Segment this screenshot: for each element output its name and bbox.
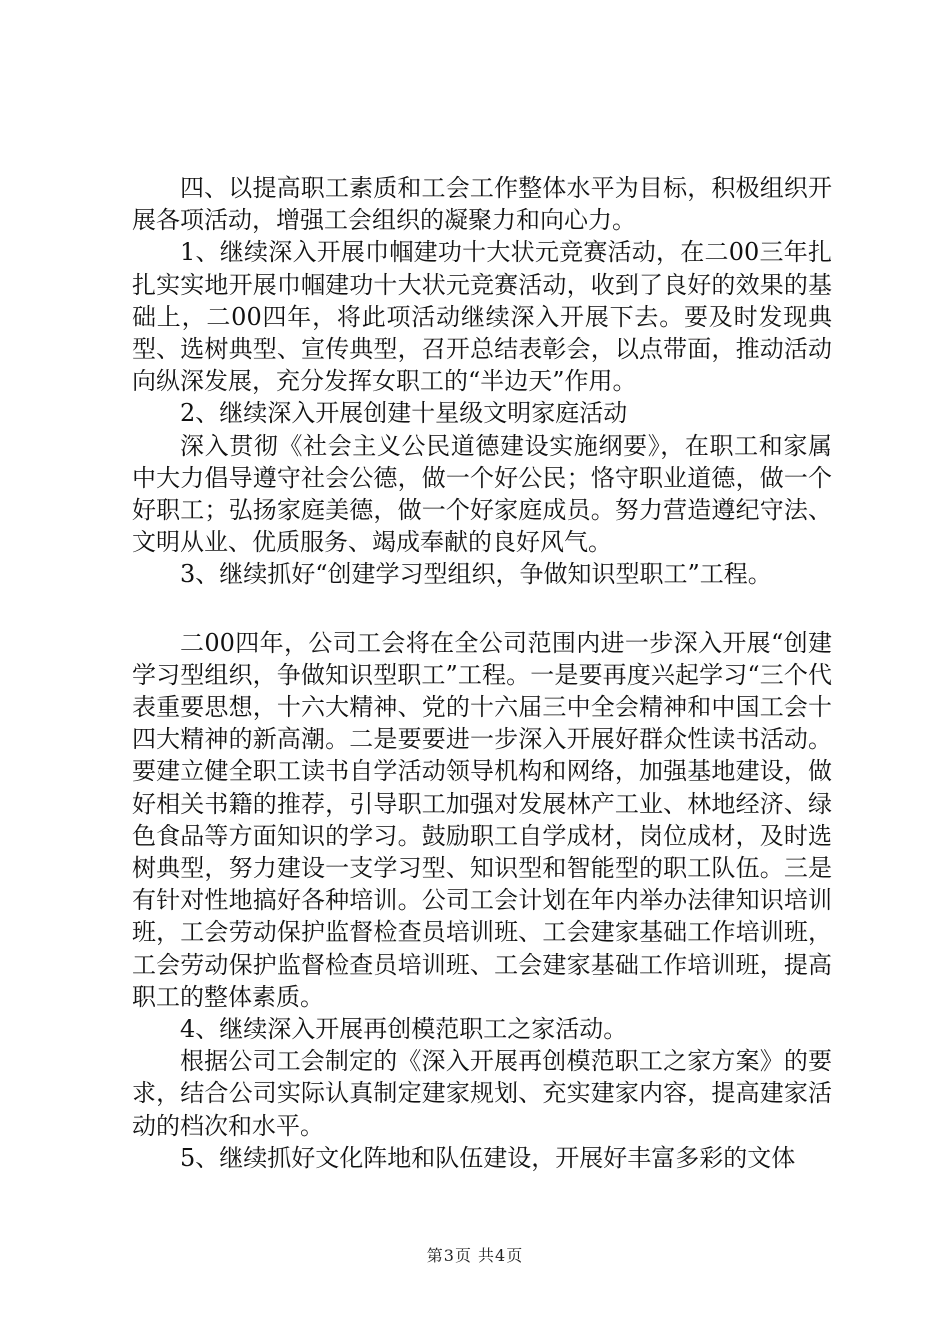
paragraph-item-4-heading: 4、继续深入开展再创模范职工之家活动。 (180, 1015, 628, 1044)
paragraph-item-5: 5、继续抓好文化阵地和队伍建设，开展好丰富多彩的文体 (180, 1143, 796, 1172)
section-heading-4: 四、以提高职工素质和工会工作整体水平为目标，积极组织开展各项活动，增强工会组织的凝聚力和向心力。 (132, 174, 832, 235)
page-number-footer: 第3页 共4页 (426, 1246, 524, 1265)
paragraph-item-3-body: 二00四年，公司工会将在全公司范围内进一步深入开展“创建学习型组织，争做知识型职工”工程。一是要再度兴起学习“三个代表重要思想，十六大精神、党的十六届三中全会精神和中国工会十四大精神的新高潮。二是要要进一步深入开展好群众性读书活动。要建立健全职工读书自学活动领导机构和网络，加强基地建设，做好相关书籍的推荐，引导职工加强对发展林产工业、林地经济、绿色食品等方面知识的学习。鼓励职工自学成材，岗位成材，及时选树典型，努力建设一支学习型、知识型和智能型的职工队伍。三是有针对性地搞好各种培训。公司工会计划在年内举办法律知识培训班，工会劳动保护监督检查员培训班、工会建家基础工作培训班，工会劳动保护监督检查员培训班、工会建家基础工作培训班，提高职工的整体素质。 (132, 628, 832, 1011)
paragraph-item-1: 1、继续深入开展巾帼建功十大状元竞赛活动，在二00三年扎扎实实地开展巾帼建功十大状元竞赛活动，收到了良好的效果的基础上，二00四年，将此项活动继续深入开展下去。要及时发现典型、选树典型、宣传典型，召开总结表彰会，以点带面，推动活动向纵深发展，充分发挥女职工的“半边天”作用。 (132, 238, 832, 396)
paragraph-item-3-heading: 3、继续抓好“创建学习型组织，争做知识型职工”工程。 (180, 560, 772, 589)
paragraph-item-2-heading: 2、继续深入开展创建十星级文明家庭活动 (180, 399, 628, 428)
paragraph-item-4-body: 根据公司工会制定的《深入开展再创模范职工之家方案》的要求，结合公司实际认真制定建家规划、充实建家内容，提高建家活动的档次和水平。 (132, 1047, 832, 1140)
document-body (132, 172, 832, 1174)
paragraph-spacer (132, 591, 832, 627)
paragraph-item-2-body: 深入贯彻《社会主义公民道德建设实施纲要》，在职工和家属中大力倡导遵守社会公德，做一个好公民；恪守职业道德，做一个好职工；弘扬家庭美德，做一个好家庭成员。努力营造遵纪守法、文明从业、优质服务、竭成奉献的良好风气。 (132, 431, 832, 557)
